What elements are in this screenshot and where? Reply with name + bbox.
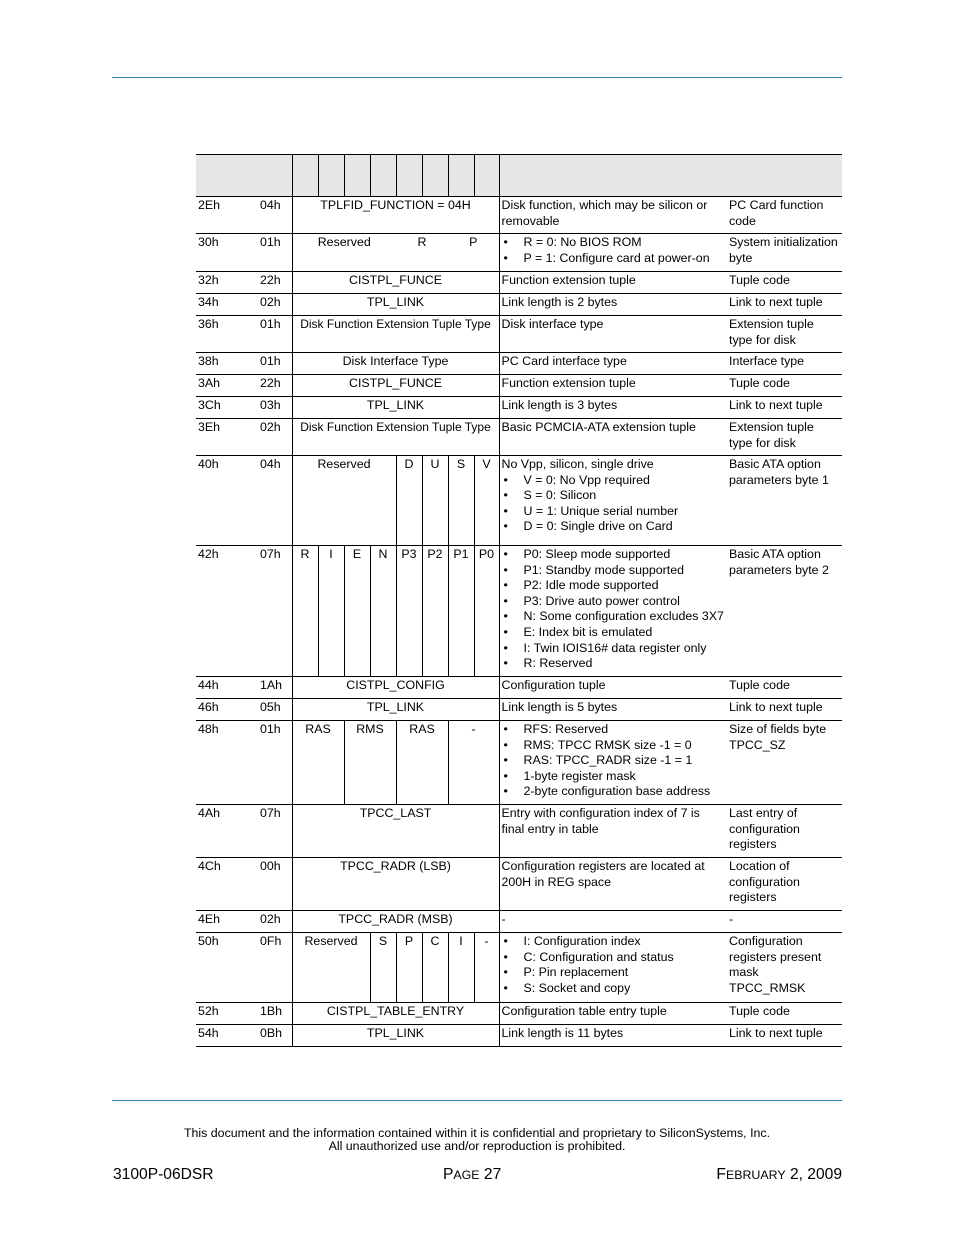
bullet-item: • I: Configuration index <box>502 934 726 950</box>
bit-cell: I <box>318 546 344 677</box>
data-cell: 02h <box>258 419 292 456</box>
document-date <box>716 1165 842 1185</box>
bullet-item: • P3: Drive auto power control <box>502 594 726 610</box>
page-label-initial: P <box>443 1166 454 1183</box>
bullet-item: • S = 0: Silicon <box>502 488 726 504</box>
table-row <box>196 294 842 316</box>
bits-cell: TPL_LINK <box>292 397 499 419</box>
header-cell <box>318 155 344 197</box>
header-rule <box>112 77 842 78</box>
description-cell: Link length is 2 bytes <box>499 294 727 316</box>
offset-cell: 54h <box>196 1025 258 1047</box>
table-row <box>196 858 842 911</box>
bits-cell: Disk Function Extension Tuple Type <box>292 316 499 353</box>
table-row <box>196 375 842 397</box>
header-cell <box>499 155 727 197</box>
meaning-register: TPCC_RMSK <box>729 980 806 995</box>
bullet-item: • C: Configuration and status <box>502 950 726 966</box>
table-row <box>196 456 842 546</box>
table-row <box>196 805 842 858</box>
meaning-cell: Size of fields byte TPCC_SZ <box>727 721 842 805</box>
date-month-initial: F <box>716 1166 726 1183</box>
data-cell: 01h <box>258 353 292 375</box>
table-row <box>196 911 842 933</box>
bullet-item: • RMS: TPCC RMSK size -1 = 0 <box>502 738 726 754</box>
bullet-item: • P = 1: Configure card at power-on <box>502 251 726 267</box>
meaning-cell: Link to next tuple <box>727 1025 842 1047</box>
bullet-item: • 1-byte register mask <box>502 769 726 785</box>
bits-cell: CISTPL_CONFIG <box>292 677 499 699</box>
data-cell: 03h <box>258 397 292 419</box>
bits-cell: TPCC_RADR (LSB) <box>292 858 499 911</box>
description-cell: Disk function, which may be silicon or removable <box>499 197 727 234</box>
table-row <box>196 234 842 272</box>
bit-cell: P0 <box>474 546 499 677</box>
meaning-cell: PC Card function code <box>727 197 842 234</box>
bullet-item: • P2: Idle mode supported <box>502 578 726 594</box>
offset-cell: 30h <box>196 234 258 272</box>
table-row <box>196 316 842 353</box>
data-cell: 22h <box>258 375 292 397</box>
data-cell: 00h <box>258 858 292 911</box>
bullet-item: • P0: Sleep mode supported <box>502 547 726 563</box>
meaning-cell: Last entry of configuration registers <box>727 805 842 858</box>
bits-cell: TPLFID_FUNCTION = 04H <box>292 197 499 234</box>
bit-cell-r: R <box>396 234 448 272</box>
meaning-cell <box>727 933 842 1003</box>
offset-cell: 48h <box>196 721 258 805</box>
offset-cell: 40h <box>196 456 258 546</box>
bits-cell: TPL_LINK <box>292 294 499 316</box>
table-row <box>196 397 842 419</box>
bullet-item: • N: Some configuration excludes 3X7 <box>502 609 726 625</box>
offset-cell: 32h <box>196 272 258 294</box>
bit-cell: S <box>370 933 396 1003</box>
date-month-rest: EBRUARY <box>725 1168 786 1182</box>
offset-cell: 4Eh <box>196 911 258 933</box>
bits-cell: CISTPL_TABLE_ENTRY <box>292 1003 499 1025</box>
date-day-year: 2, 2009 <box>789 1166 842 1183</box>
table-row <box>196 699 842 721</box>
offset-cell: 3Ah <box>196 375 258 397</box>
bits-cell: CISTPL_FUNCE <box>292 272 499 294</box>
meaning-cell: Tuple code <box>727 1003 842 1025</box>
offset-cell: 34h <box>196 294 258 316</box>
description-cell: Link length is 3 bytes <box>499 397 727 419</box>
header-cell <box>344 155 370 197</box>
table-row <box>196 677 842 699</box>
confidentiality-line: All unauthorized use and/or reproduction is prohibited. <box>328 1139 626 1154</box>
footer-rule <box>112 1100 842 1101</box>
bits-cell: TPCC_RADR (MSB) <box>292 911 499 933</box>
data-cell: 04h <box>258 456 292 546</box>
table-row <box>196 546 842 677</box>
reserved-bits-cell: Reserved <box>292 456 396 546</box>
bit-cell: P3 <box>396 546 422 677</box>
bit-field-cell: RAS <box>396 721 448 805</box>
description-cell <box>499 456 727 546</box>
table-row <box>196 1003 842 1025</box>
table-row <box>196 353 842 375</box>
description-cell: Entry with configuration index of 7 is final entry in table <box>499 805 727 858</box>
offset-cell: 3Eh <box>196 419 258 456</box>
meaning-cell: Link to next tuple <box>727 397 842 419</box>
header-cell <box>474 155 499 197</box>
bits-cell: TPCC_LAST <box>292 805 499 858</box>
bits-cell: Disk Interface Type <box>292 353 499 375</box>
bit-field-cell: RAS <box>292 721 344 805</box>
reserved-bits-cell: Reserved <box>292 933 370 1003</box>
meaning-cell: - <box>727 911 842 933</box>
offset-cell: 38h <box>196 353 258 375</box>
page-number <box>443 1165 501 1185</box>
table-row <box>196 272 842 294</box>
table-row <box>196 1025 842 1047</box>
page-label-rest: AGE <box>453 1168 480 1182</box>
data-cell: 1Bh <box>258 1003 292 1025</box>
bit-cell: C <box>422 933 448 1003</box>
bullet-item: • R = 0: No BIOS ROM <box>502 235 726 251</box>
bullet-item: • R: Reserved <box>502 656 726 672</box>
bits-cell: TPL_LINK <box>292 1025 499 1047</box>
description-cell <box>499 721 727 805</box>
header-cell <box>727 155 842 197</box>
offset-cell: 52h <box>196 1003 258 1025</box>
header-cell <box>448 155 474 197</box>
data-cell: 1Ah <box>258 677 292 699</box>
bit-field-cell: RMS <box>344 721 396 805</box>
description-cell: - <box>499 911 727 933</box>
confidentiality-line: This document and the information contained within it is confidential and proprietary to SiliconSystems, Inc. <box>183 1126 771 1140</box>
table-row <box>196 721 842 805</box>
data-cell: 02h <box>258 911 292 933</box>
data-cell: 05h <box>258 699 292 721</box>
bullet-item: • V = 0: No Vpp required <box>502 473 726 489</box>
offset-cell: 4Ah <box>196 805 258 858</box>
meaning-cell: Interface type <box>727 353 842 375</box>
bit-cell: - <box>474 933 499 1003</box>
description-cell <box>499 234 727 272</box>
header-cell <box>370 155 396 197</box>
description-cell <box>499 933 727 1003</box>
data-cell: 07h <box>258 546 292 677</box>
description-cell: Configuration table entry tuple <box>499 1003 727 1025</box>
meaning-cell: Basic ATA option parameters byte 2 <box>727 546 842 677</box>
table-row <box>196 419 842 456</box>
meaning-cell: Extension tuple type for disk <box>727 316 842 353</box>
meaning-cell: Extension tuple type for disk <box>727 419 842 456</box>
bit-cell: P2 <box>422 546 448 677</box>
data-cell: 07h <box>258 805 292 858</box>
cis-table <box>196 154 842 1047</box>
bit-cell: D <box>396 456 422 546</box>
description-cell: Function extension tuple <box>499 272 727 294</box>
data-cell: 01h <box>258 721 292 805</box>
bit-cell: V <box>474 456 499 546</box>
data-cell: 22h <box>258 272 292 294</box>
offset-cell: 3Ch <box>196 397 258 419</box>
meaning-cell: Tuple code <box>727 677 842 699</box>
reserved-bits-cell: Reserved <box>292 234 396 272</box>
data-cell: 02h <box>258 294 292 316</box>
bullet-item: • I: Twin IOIS16# data register only <box>502 641 726 657</box>
table-header-row <box>196 155 842 197</box>
description-cell: Link length is 11 bytes <box>499 1025 727 1047</box>
page-number-value: 27 <box>483 1166 502 1183</box>
data-cell: 01h <box>258 316 292 353</box>
description-cell: Disk interface type <box>499 316 727 353</box>
meaning-cell: Basic ATA option parameters byte 1 <box>727 456 842 546</box>
confidentiality-notice <box>0 1127 954 1154</box>
meaning-cell: System initialization byte <box>727 234 842 272</box>
bit-cell: P <box>396 933 422 1003</box>
meaning-cell: Link to next tuple <box>727 294 842 316</box>
description-cell: Link length is 5 bytes <box>499 699 727 721</box>
bit-cell: S <box>448 456 474 546</box>
bits-cell: CISTPL_FUNCE <box>292 375 499 397</box>
description-cell: PC Card interface type <box>499 353 727 375</box>
bit-cell: I <box>448 933 474 1003</box>
document-number: 3100P-06DSR <box>113 1166 214 1183</box>
table-row <box>196 197 842 234</box>
bullet-item: • P: Pin replacement <box>502 965 726 981</box>
bit-cell: N <box>370 546 396 677</box>
bullet-item: • RFS: Reserved <box>502 722 726 738</box>
meaning-cell: Tuple code <box>727 272 842 294</box>
offset-cell: 2Eh <box>196 197 258 234</box>
bullet-item: • P1: Standby mode supported <box>502 563 726 579</box>
data-cell: 0Bh <box>258 1025 292 1047</box>
offset-cell: 46h <box>196 699 258 721</box>
bit-field-cell: - <box>448 721 499 805</box>
bullet-item: • 2-byte configuration base address <box>502 784 726 800</box>
offset-cell: 44h <box>196 677 258 699</box>
description-cell: Configuration registers are located at 200H in REG space <box>499 858 727 911</box>
description-cell: Basic PCMCIA-ATA extension tuple <box>499 419 727 456</box>
offset-cell: 50h <box>196 933 258 1003</box>
meaning-cell: Tuple code <box>727 375 842 397</box>
bullet-item: • U = 1: Unique serial number <box>502 504 726 520</box>
header-cell <box>422 155 448 197</box>
header-cell <box>258 155 292 197</box>
header-cell <box>196 155 258 197</box>
header-cell <box>292 155 318 197</box>
bit-cell: P1 <box>448 546 474 677</box>
meaning-cell: Location of configuration registers <box>727 858 842 911</box>
bit-cell-p: P <box>448 234 499 272</box>
description-text: No Vpp, silicon, single drive <box>501 457 654 471</box>
offset-cell: 36h <box>196 316 258 353</box>
bits-cell: Disk Function Extension Tuple Type <box>292 419 499 456</box>
data-cell: 0Fh <box>258 933 292 1003</box>
meaning-cell: Link to next tuple <box>727 699 842 721</box>
header-cell <box>396 155 422 197</box>
data-cell: 04h <box>258 197 292 234</box>
bullet-item: • D = 0: Single drive on Card <box>502 519 726 535</box>
bits-cell: TPL_LINK <box>292 699 499 721</box>
table-row <box>196 933 842 1003</box>
description-cell: Configuration tuple <box>499 677 727 699</box>
bullet-item: • S: Socket and copy <box>502 981 726 997</box>
data-cell: 01h <box>258 234 292 272</box>
offset-cell: 4Ch <box>196 858 258 911</box>
bullet-item: • E: Index bit is emulated <box>502 625 726 641</box>
bullet-item: • RAS: TPCC_RADR size -1 = 1 <box>502 753 726 769</box>
offset-cell: 42h <box>196 546 258 677</box>
description-cell <box>499 546 727 677</box>
bit-cell: R <box>292 546 318 677</box>
bit-cell: U <box>422 456 448 546</box>
description-cell: Function extension tuple <box>499 375 727 397</box>
meaning-text: Configuration registers present mask <box>729 934 822 980</box>
bit-cell: E <box>344 546 370 677</box>
